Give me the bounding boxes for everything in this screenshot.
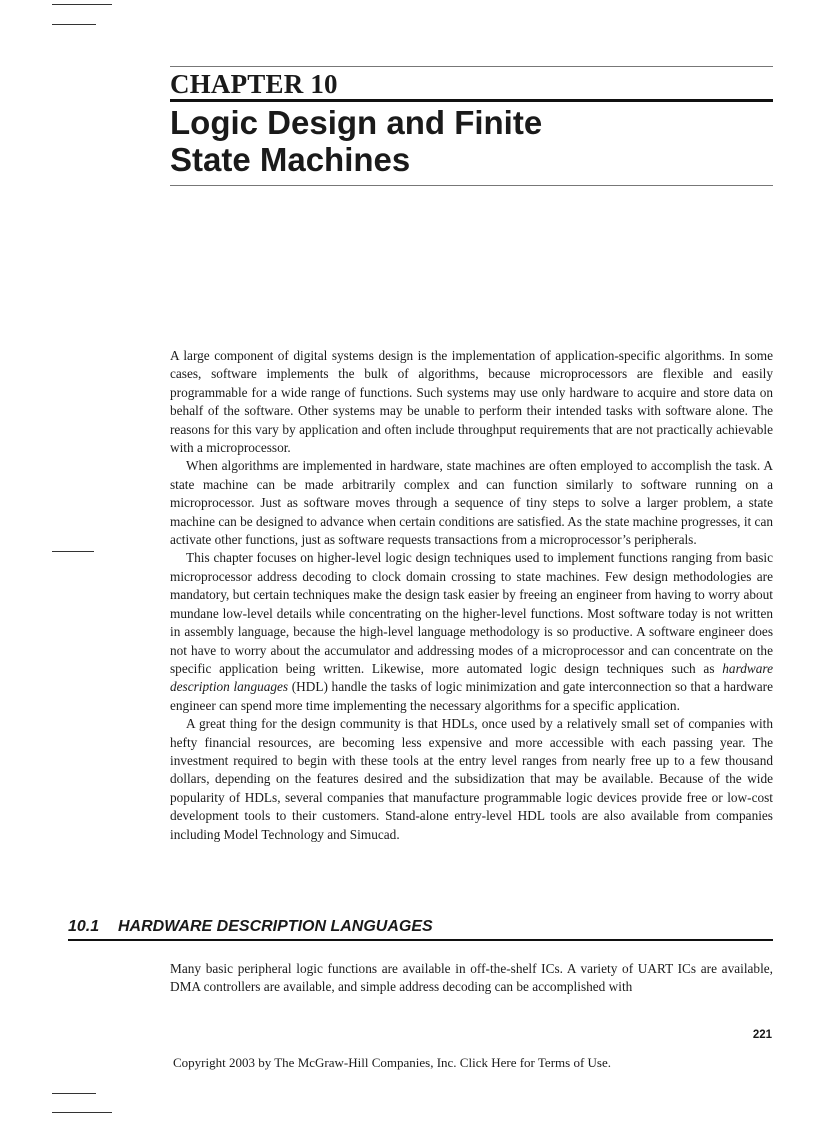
text-span: (HDL) handle the tasks of logic minimization and gate interconnection so that a hardware engineer can spend more time implementing the necessary algorithms for a specific application. <box>170 679 773 713</box>
paragraph <box>170 549 773 715</box>
text-span: This chapter focuses on higher-level logic design techniques used to implement functions ranging from basic microprocessor address decoding to clock domain crossing to state machines. Few design methodologies are mandatory, but certain techniques make the design task easier by freeing an engineer from having to worry about mundane low-level details while concentrating on the higher-level functions. Most software today is not written in assembly language, because the high-level language methodology is so productive. A software engineer does not have to worry about the accumulator and addressing modes of a microprocessor and can concentrate on the specific application being written. Likewise, more automated logic design techniques such as <box>170 550 773 676</box>
paragraph: A great thing for the design community is that HDLs, once used by a relatively small set of companies with hefty financial resources, are becoming less expensive and more accessible with each passing year. The investment required to begin with these tools at the entry level ranges from nearly free up to a few thousand dollars, depending on the features desired and the subsidization that may be available. Because of the wide popularity of HDLs, several companies that manufacture programmable logic devices provide free or low-cost development tools to their customers. Stand-alone entry-level HDL tools are also available from companies including Model Technology and Simucad. <box>170 716 773 842</box>
title-bottom-rule <box>170 185 773 186</box>
paragraph: Many basic peripheral logic functions are available in off-the-shelf ICs. A variety of UART ICs are available, DMA controllers are available, and simple address decoding can be accomplished with <box>170 961 773 995</box>
section-number: 10.1 <box>68 918 100 935</box>
crop-mark <box>52 551 94 552</box>
crop-mark <box>52 24 96 25</box>
crop-mark <box>52 1112 112 1113</box>
chapter-title <box>170 104 542 178</box>
page-number: 221 <box>752 1029 772 1041</box>
paragraph: A large component of digital systems design is the implementation of application-specific algorithms. In some cases, software implements the bulk of algorithms, because microprocessors are flexible and easily programmable for a wide range of functions. Such systems may use only hardware to acquire and store data on behalf of the software. Other systems may be unable to perform their intended tasks with software alone. The reasons for this vary by application and often include throughput requirements that are not practically achievable with a microprocessor. <box>170 348 773 456</box>
chapter-heavy-rule <box>170 99 773 102</box>
section-body <box>170 960 773 997</box>
chapter-title-line-1: Logic Design and Finite <box>170 104 543 141</box>
chapter-label: CHAPTER 10 <box>170 69 338 99</box>
paragraph: When algorithms are implemented in hardware, state machines are often employed to accomplish the task. A state machine can be made arbitrarily complex and can function similarly to software running on a microprocessor. Just as software moves through a sequence of tiny steps to solve a larger problem, a state machine can be designed to advance when certain conditions are satisfied. As the state machine progresses, it can activate other functions, just as software requests transactions from a microprocessor’s peripherals. <box>170 458 773 548</box>
copyright-notice[interactable]: Copyright 2003 by The McGraw-Hill Companies, Inc. Click Here for Terms of Use. <box>173 1055 611 1070</box>
crop-mark <box>52 4 112 5</box>
top-thin-rule <box>170 66 773 67</box>
hdl-term: hardware description languages <box>170 660 773 695</box>
chapter-title-line-2: State Machines <box>170 141 411 178</box>
chapter-intro <box>170 347 773 844</box>
section-rule <box>68 939 773 941</box>
section-title: HARDWARE DESCRIPTION LANGUAGES <box>118 918 433 935</box>
crop-mark <box>52 1093 96 1094</box>
section-heading <box>68 917 433 937</box>
